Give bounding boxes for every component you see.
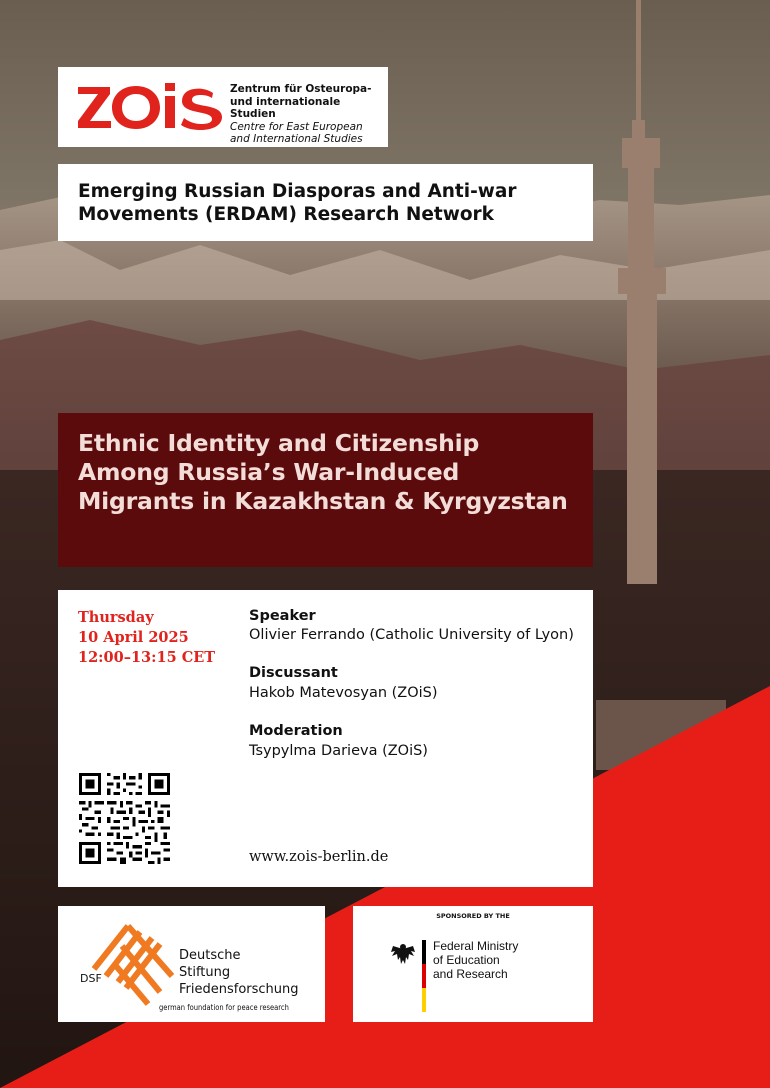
sponsored-by-label: SPONSORED BY THE (436, 912, 510, 920)
event-day: Thursday (78, 609, 154, 626)
bmbf-name-line3: and Research (433, 967, 508, 981)
bmbf-sponsor-box (353, 906, 593, 1022)
federal-eagle-icon (389, 940, 417, 968)
dsf-sponsor-box (58, 906, 325, 1022)
german-flag-bar-icon (422, 940, 426, 1012)
institute-name-en-1: Centre for East European (230, 120, 363, 133)
institute-name (230, 83, 388, 146)
institute-name-de-1: Zentrum für Osteuropa- (230, 83, 372, 95)
dsf-name-line1: Deutsche (179, 948, 241, 963)
event-title-line2: Among Russia’s War-Induced (78, 458, 460, 486)
event-time: 12:00–13:15 CET (78, 649, 216, 666)
network-title-line1: Emerging Russian Diasporas and Anti-war (78, 181, 517, 202)
speaker-name: Olivier Ferrando (Catholic University of Lyon) (249, 627, 574, 643)
discussant-name: Hakob Matevosyan (ZOiS) (249, 685, 438, 701)
event-title-box (58, 413, 593, 567)
network-title-box (58, 164, 593, 241)
bmbf-name-line1: Federal Ministry (433, 939, 519, 953)
website-link[interactable]: www.zois-berlin.de (249, 849, 389, 865)
institute-logo-box (58, 67, 388, 147)
dsf-name-line2: Stiftung (179, 965, 231, 980)
event-date: 10 April 2025 (78, 629, 189, 646)
event-title (78, 429, 578, 516)
moderation-name: Tsypylma Darieva (ZOiS) (249, 743, 428, 759)
institute-name-en-2: and International Studies (230, 133, 363, 145)
network-title (78, 180, 578, 226)
dsf-tagline: german foundation for peace research (159, 1003, 289, 1012)
network-title-line2: Movements (ERDAM) Research Network (78, 204, 494, 225)
qr-code-icon[interactable] (79, 773, 170, 864)
dsf-name-line3: Friedensforschung (179, 982, 299, 997)
event-title-line1: Ethnic Identity and Citizenship (78, 429, 480, 457)
moderation-heading: Moderation (249, 723, 343, 739)
event-info-box (58, 590, 593, 887)
institute-name-de-2: und internationale Studien (230, 95, 341, 120)
dsf-abbreviation: DSF (80, 972, 102, 985)
discussant-heading: Discussant (249, 665, 338, 681)
speaker-heading: Speaker (249, 608, 316, 624)
dsf-logo-icon (86, 914, 176, 1014)
bmbf-name-line2: of Education (433, 953, 500, 967)
event-title-line3: Migrants in Kazakhstan & Kyrgyzstan (78, 487, 568, 515)
zois-logo-icon (76, 81, 224, 133)
